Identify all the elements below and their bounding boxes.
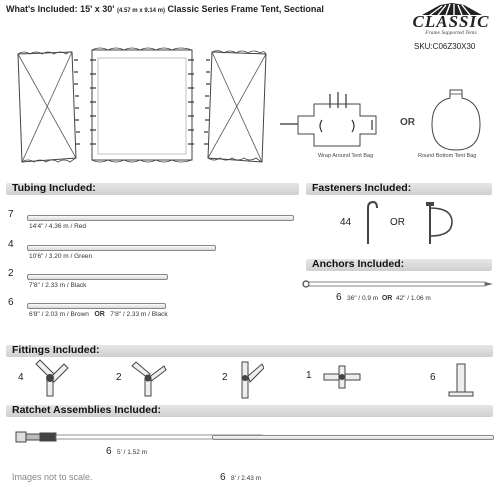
round-bottom-tent-bag-image: [426, 84, 486, 156]
fittings-heading: Fittings Included:: [12, 344, 100, 356]
tube-red-image: [27, 215, 294, 221]
anchors-label-b: 42" / 1.06 m: [395, 295, 431, 302]
fitting-2-qty: 2: [116, 372, 122, 383]
fitting-4-qty: 1: [306, 370, 312, 381]
ratchet-8ft-qty: 6: [220, 472, 226, 483]
ratchet-strap-8ft-image: [212, 435, 494, 440]
fittings-section-header: [6, 345, 493, 357]
tube-brown-or: OR: [94, 311, 105, 318]
ratchet-5ft-qty: 6: [106, 446, 112, 457]
tubing-heading: Tubing Included:: [12, 182, 96, 194]
anchors-qty: 6: [336, 292, 342, 303]
tube-green-image: [27, 245, 216, 251]
tubing-section-header: [6, 183, 299, 195]
ratchet-8ft-label: [220, 472, 261, 483]
ratchets-heading: Ratchet Assemblies Included:: [12, 404, 161, 416]
brand-name: CLASSIC: [412, 12, 490, 31]
tube-green-label: 10'6" / 3.20 m / Green: [29, 253, 93, 260]
round-bag-label: Round Bottom Tent Bag: [418, 153, 477, 159]
anchors-or: OR: [381, 295, 393, 302]
tube-red-qty: 7: [8, 209, 14, 220]
fitting-1-qty: 4: [18, 372, 24, 383]
tube-green-qty: 4: [8, 239, 14, 250]
anchors-section-header: [306, 259, 492, 271]
title-main: What's Included: 15' x 30': [6, 4, 115, 14]
brand-tagline: Frame Supported Tents: [425, 30, 477, 36]
fasteners-section-header: [306, 183, 492, 195]
tent-end-section-left-image: [14, 48, 80, 166]
cross-fitting-icon: [322, 362, 362, 392]
hook-pin-fastener-icon: [362, 200, 378, 246]
fasteners-or-label: OR: [390, 217, 405, 228]
tube-brown-label: [29, 311, 168, 318]
brand-logo: [405, 2, 497, 37]
ratchets-section-header: [6, 405, 493, 417]
title-dimensions: (4.57 m x 9.14 m): [116, 8, 165, 14]
bags-or-label: OR: [400, 117, 415, 128]
ratchet-5ft-label: [106, 446, 147, 457]
tube-brown-label-a: 6'8" / 2.03 m / Brown: [29, 311, 89, 318]
images-not-to-scale-note: Images not to scale.: [12, 472, 93, 482]
tube-black-image: [27, 274, 168, 280]
page-title: [6, 4, 324, 14]
tube-brown-image: [27, 303, 166, 309]
tent-middle-section-image: [88, 44, 198, 168]
foot-plate-fitting-icon: [446, 362, 476, 398]
anchors-heading: Anchors Included:: [312, 258, 405, 270]
tube-black-qty: 2: [8, 268, 14, 279]
corner-fitting-icon: [30, 358, 70, 398]
anchors-label: [336, 292, 431, 303]
tube-black-label: 7'8" / 2.33 m / Black: [29, 282, 87, 289]
y-fitting-icon: [128, 360, 168, 398]
tent-end-section-right-image: [204, 48, 270, 166]
ratchet-5ft-length: 5' / 1.52 m: [116, 449, 148, 456]
sku-label: SKU:C06Z30X30: [414, 42, 476, 51]
tube-brown-label-b: 7'8" / 2.33 m / Black: [110, 311, 168, 318]
stake-anchor-icon: [302, 279, 494, 289]
wrap-bag-label: Wrap Around Tent Bag: [318, 153, 374, 159]
fasteners-heading: Fasteners Included:: [312, 182, 412, 194]
anchors-label-a: 36" / 0.9 m: [346, 295, 379, 302]
tube-red-label: 14'4" / 4.36 m / Red: [29, 223, 87, 230]
fasteners-qty: 44: [340, 217, 352, 228]
ratchet-8ft-length: 8' / 2.43 m: [230, 475, 262, 482]
tube-brown-qty: 6: [8, 297, 14, 308]
fitting-5-qty: 6: [430, 372, 436, 383]
wrap-around-tent-bag-image: [280, 88, 390, 150]
safety-pin-fastener-icon: [420, 200, 460, 246]
title-rest: Classic Series Frame Tent, Sectional: [167, 4, 324, 14]
side-fitting-icon: [234, 360, 264, 400]
fitting-3-qty: 2: [222, 372, 228, 383]
